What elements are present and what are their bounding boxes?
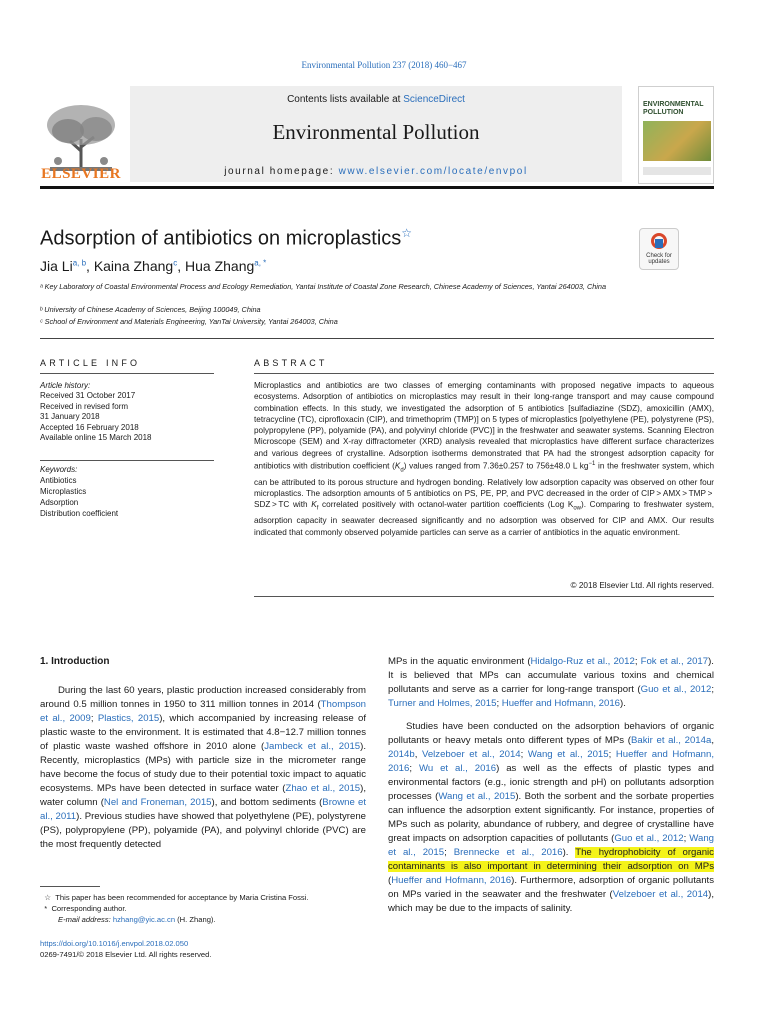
citation-link[interactable]: Hueffer and Hofmann, 2016 — [501, 698, 621, 709]
abstract-rule — [254, 373, 714, 374]
footnote-email — [40, 914, 366, 925]
sciencedirect-link[interactable]: ScienceDirect — [403, 94, 465, 105]
history-line: Accepted 16 February 2018 — [40, 422, 139, 432]
history-line: Received 31 October 2017 — [40, 391, 136, 401]
publisher-wordmark: ELSEVIER — [41, 166, 121, 182]
body-text: ; — [444, 847, 454, 858]
author-list — [40, 258, 266, 274]
body-text: During the last 60 years, plastic production increased considerably from around 0.5 million tonnes in 1950 to 311 million tonnes in 2014 ( — [40, 685, 366, 710]
article-title — [40, 226, 412, 251]
title-footnote-mark[interactable]: ☆ — [401, 226, 413, 240]
keyword: Microplastics — [40, 487, 87, 496]
contents-prefix: Contents lists available at — [287, 94, 404, 105]
author-name[interactable]: Hua Zhang — [185, 258, 255, 274]
cover-image — [643, 121, 711, 161]
abstract-text-part: Microplastics and antibiotics are two classes of emerging contaminants with proposed negative impacts to aqueous ecosystems. Adsorption of antibiotics on microplastics may result in their long-range transport and may cause compound combination effects. In this study, we investigated the adsorption of 5 antibiotics [sulfadiazine (SDZ), amoxicillin (AMX), tetracycline (TC), ciprofloxacin (CIP), and trimethoprim (TMP)] on 5 types of microplastics [polyethylene (PE), polystyrene (PS), polypropylene (PP), polyamide (PA), and polyvinyl chloride (PVC)] in the freshwater and seawater systems. Scanning Electron Microscope (SEM) and X-ray diffractometer (XRD) analysis revealed that microplastics have different surface characterizes and various degrees of crystalline. Adsorption isotherms demonstrated that PA had the strongest adsorption capacity for antibiotics with distribution coefficient ( — [254, 381, 715, 471]
keywords-rule — [40, 460, 214, 461]
body-text: , — [711, 735, 714, 746]
citation-link[interactable]: Guo et al., 2012 — [640, 684, 712, 695]
doi-block — [40, 938, 366, 960]
body-text: ( — [388, 875, 392, 886]
body-text: ). Furthermore, adsorption of organic pollutants on MPs varied in the seawater and the freshwater ( — [388, 875, 714, 900]
body-column-right — [388, 655, 714, 916]
author-separator: , — [177, 258, 185, 274]
footnote-text: Corresponding author. — [51, 904, 127, 913]
author-affiliation-mark[interactable]: a, b — [72, 258, 87, 268]
highlighted-sentence[interactable]: The hydrophobicity of organic contaminants is also important in determining their adsorption on MPs — [388, 847, 714, 872]
contents-line — [130, 94, 622, 105]
author-name[interactable]: Jia Li — [40, 258, 73, 274]
bookmark-icon — [655, 239, 663, 248]
body-text: ). Previous studies have showed that polyethylene (PE), polystyrene (PS), polypropylene (PP), polyamide (PA), and polyvinyl chloride (PVC) are the most frequently detected — [40, 811, 366, 850]
author-separator: , — [86, 258, 94, 274]
email-link[interactable]: hzhang@yic.ac.cn — [112, 915, 176, 924]
abstract-text-part: ). Comparing to freshwater system, adsorption capacity in seawater decreased significantly and no adsorption was observed for CIP and AMX. Our results indicated that commonly observed polyamide particles can serve as a carrier of antibiotics in the aquatic environment. — [254, 500, 714, 537]
body-text: ). Both the sorbent and the sorbate properties can influence the adsorption extent significantly. For instance, properties of MPs such as polarity, abundance of rubbery, and degree of crystalline have great impacts on adsorption capacities of pollutants ( — [388, 791, 714, 844]
unit-exponent: −1 — [588, 461, 596, 468]
body-text: Studies have been conducted on the adsorption behaviors of organic pollutants or heavy metals onto different types of MPs ( — [388, 721, 714, 746]
citation-link[interactable]: Wang et al., 2015 — [527, 749, 609, 760]
abstract-text-part: ) values ranged from 7.36±0.257 to 756±48.0 L kg — [403, 461, 589, 471]
citation-link[interactable]: Guo et al., 2012 — [614, 833, 684, 844]
body-text: ; — [90, 713, 98, 724]
issn-line: 0269-7491/© 2018 Elsevier Ltd. All rights reserved. — [40, 950, 212, 959]
abstract-copyright: © 2018 Elsevier Ltd. All rights reserved. — [570, 581, 714, 590]
body-text: ). Recently, microplastics (MPs) with particle size in the micrometer range have become the focus of study due to their potential toxic impact to aquatic ecosystems. MPs have been detected in surface water ( — [40, 741, 366, 794]
body-text: ) as well as the effects of plastic types and environmental factors (e.g., ionic strength and pH) on pollutants adsorption processes ( — [388, 763, 714, 802]
article-info-heading: ARTICLE INFO — [40, 358, 141, 368]
affiliation-b: ᵇ University of Chinese Academy of Sciences, Beijing 100049, China — [40, 305, 261, 314]
affiliation-rule — [40, 338, 714, 339]
keywords-label: Keywords: — [40, 465, 78, 474]
citation-link[interactable]: 2014b — [388, 749, 415, 760]
citation-link[interactable]: Nel and Froneman, 2015 — [103, 797, 212, 808]
author-name[interactable]: Kaina Zhang — [93, 258, 174, 274]
header-rule — [40, 186, 714, 189]
citation-link[interactable]: Hidalgo-Ruz et al., 2012 — [530, 656, 635, 667]
kf-subscript: f — [316, 505, 319, 512]
body-text: ; — [683, 833, 690, 844]
kf-symbol: K — [311, 500, 317, 510]
citation-link[interactable]: Thompson et al., 2009 — [40, 699, 366, 724]
abstract-body — [254, 380, 714, 538]
author-affiliation-mark[interactable]: c — [173, 258, 178, 268]
affiliation-a: ᵃ Key Laboratory of Coastal Environmental Process and Ecology Remediation, Yantai Institute of Coastal Zone Research, Chinese Academy of Sciences, Yantai 264003, China — [40, 282, 607, 291]
section-heading-introduction: 1. Introduction — [40, 656, 110, 667]
body-text: ; — [409, 763, 419, 774]
article-info-rule — [40, 373, 214, 374]
body-text: ). — [620, 698, 626, 709]
intro-paragraph — [40, 684, 366, 852]
affiliation-c: ᶜ School of Environment and Materials Engineering, YanTai University, Yantai 264003, China — [40, 317, 338, 326]
journal-homepage-line — [130, 166, 622, 177]
kow-subscript: ow — [573, 505, 581, 512]
body-text: MPs in the aquatic environment ( — [388, 656, 531, 667]
body-text: ). It is believed that MPs can accumulate various toxins and chemical pollutants and serve as a carrier for long-range transport ( — [388, 656, 714, 695]
keywords-list — [40, 464, 214, 519]
journal-title: Environmental Pollution — [272, 120, 480, 144]
history-line: Available online 15 March 2018 — [40, 433, 152, 443]
footnote-rule — [40, 886, 100, 887]
abstract-text-part: correlated positively with octanol-water partition coefficients (Log K — [318, 500, 574, 510]
body-column-left — [40, 684, 366, 852]
history-label: Article history: — [40, 381, 91, 390]
footnote-corresponding — [40, 903, 366, 914]
abstract-bottom-rule — [254, 596, 714, 597]
citation-link[interactable]: Brennecke et al., 2016 — [453, 847, 563, 858]
email-label: E-mail address: — [58, 915, 113, 924]
history-line: 31 January 2018 — [40, 412, 100, 422]
citation-link[interactable]: Hueffer and Hofmann, 2016 — [388, 749, 714, 774]
footnote-text: This paper has been recommended for acceptance by Maria Cristina Fossi. — [55, 893, 309, 902]
journal-homepage-link[interactable]: www.elsevier.com/locate/envpol — [338, 166, 528, 177]
article-history — [40, 381, 214, 443]
citation-link[interactable]: Fok et al., 2017 — [640, 656, 709, 667]
citation-link[interactable]: Bakir et al., 2014a — [630, 735, 712, 746]
author-affiliation-mark[interactable]: a, * — [254, 258, 267, 268]
history-line: Received in revised form — [40, 401, 129, 411]
body-text: ; — [496, 698, 502, 709]
citation-link[interactable]: Velzeboer et al., 2014 — [612, 889, 709, 900]
email-suffix: (H. Zhang). — [175, 915, 216, 924]
footnote-mark: * — [44, 904, 48, 913]
keyword: Distribution coefficient — [40, 509, 119, 518]
keyword: Antibiotics — [40, 476, 77, 485]
journal-citation-link[interactable]: Environmental Pollution 237 (2018) 460−467 — [301, 60, 467, 70]
citation-link[interactable]: Jambeck et al., 2015 — [264, 741, 361, 752]
body-text: ; — [711, 684, 714, 695]
footnotes — [40, 892, 366, 925]
doi-link[interactable]: https://doi.org/10.1016/j.envpol.2018.02.050 — [40, 939, 189, 948]
footnote-recommendation — [40, 892, 366, 903]
body-text: , — [414, 749, 422, 760]
citation-link[interactable]: Wu et al., 2016 — [418, 763, 497, 774]
body-text: ), and bottom sediments ( — [211, 797, 323, 808]
keyword: Adsorption — [40, 498, 79, 507]
citation-link[interactable]: Browne et al., 2011 — [40, 797, 366, 822]
citation-link[interactable]: Zhao et al., 2015 — [285, 783, 361, 794]
abstract-text-part: in the freshwater system, which can be attributed to its porous structure and hydrogen bonding. Relatively low adsorption capacity was observed on other four microplastics. The adsorption amounts of 5 antibiotics on PS, PE, PP, and PVC decreased in the order of CIP > AMX > TMP > SDZ > TC with — [254, 461, 714, 510]
citation-link[interactable]: Wang et al., 2015 — [388, 833, 714, 858]
body-text: ), water column ( — [40, 783, 366, 808]
abstract-heading: ABSTRACT — [254, 358, 328, 368]
citation-link[interactable]: Wang et al., 2015 — [438, 791, 516, 802]
body-text: ), which accompanied by increasing release of plastic waste to the environment. It is estimated that 4.8−12.7 million tonnes of plastic waste washed offshore in 2010 alone ( — [40, 713, 366, 752]
kd-symbol: K — [394, 461, 401, 471]
body-text: ; — [520, 749, 528, 760]
kd-subscript: d — [400, 467, 404, 474]
homepage-prefix: journal homepage: — [224, 166, 339, 177]
footnote-mark: ☆ — [44, 893, 52, 902]
intro-paragraph-continued — [388, 655, 714, 711]
check-for-updates-badge[interactable] — [639, 228, 679, 270]
citation-link[interactable]: Turner and Holmes, 2015 — [388, 698, 497, 709]
article-title-text: Adsorption of antibiotics on microplastics — [40, 227, 402, 250]
check-for-updates-label: Check for updates — [646, 253, 672, 265]
intro-paragraph — [388, 720, 714, 916]
citation-link[interactable]: Plastics, 2015 — [97, 713, 160, 724]
body-text: ; — [608, 749, 616, 760]
citation-link[interactable]: Velzeboer et al., 2014 — [421, 749, 521, 760]
citation-link[interactable]: Hueffer and Hofmann, 2016 — [391, 875, 512, 886]
cover-title: ENVIRONMENTAL POLLUTION — [643, 101, 704, 116]
journal-cover-thumbnail[interactable] — [638, 86, 714, 184]
body-text: ), which may be due to the impacts of salinity. — [388, 889, 714, 914]
body-text: ; — [634, 656, 641, 667]
body-text: ). — [562, 847, 576, 858]
cover-footer — [643, 167, 711, 175]
